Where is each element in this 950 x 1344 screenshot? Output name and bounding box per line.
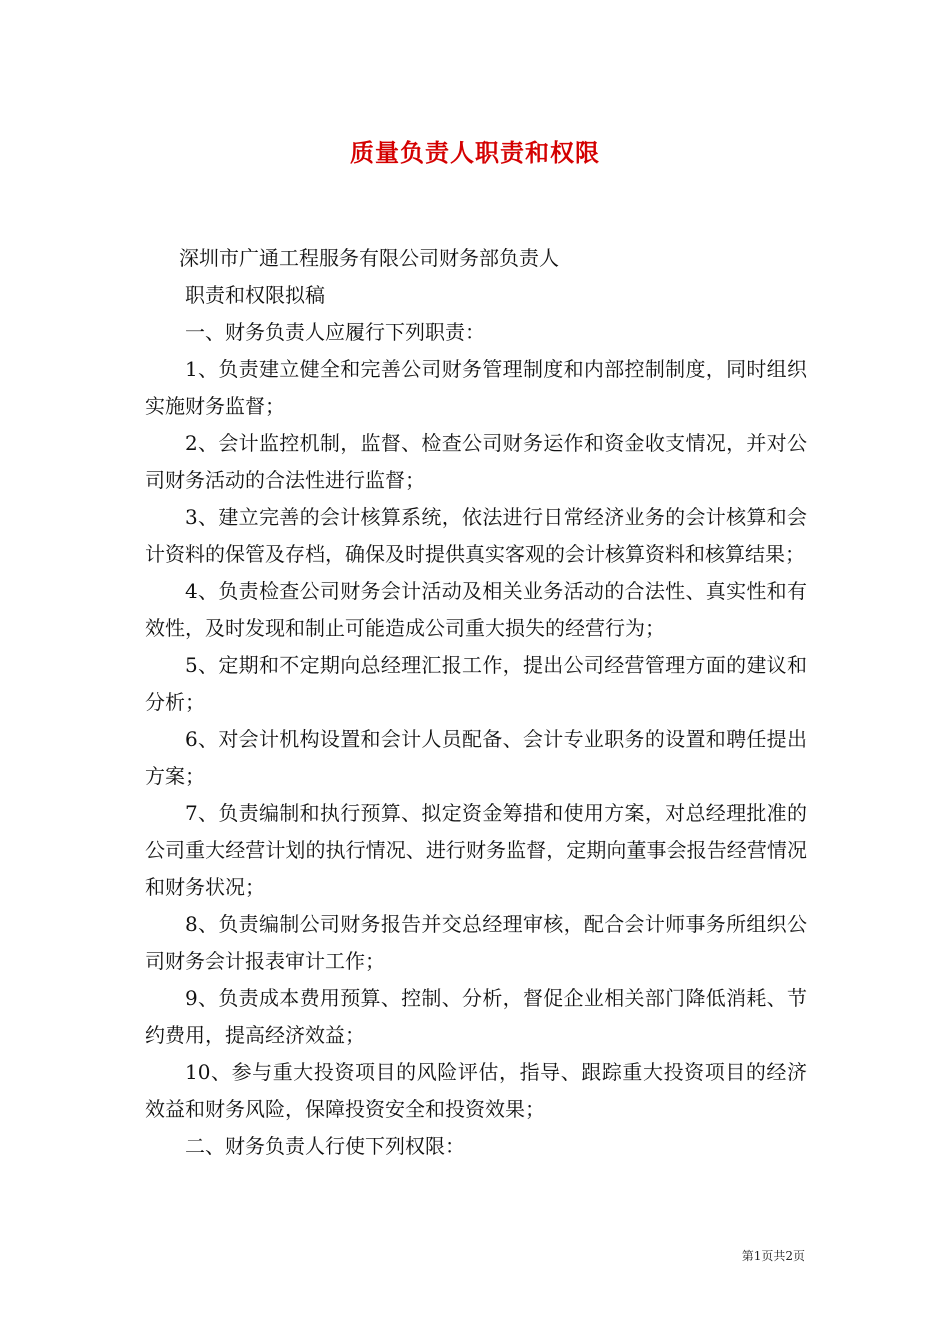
duty-item-7: 7、负责编制和执行预算、拟定资金筹措和使用方案，对总经理批准的公司重大经营计划的执行情况、进行财务监督，定期向董事会报告经营情况和财务状况； [145,801,807,899]
duty-item-8: 8、负责编制公司财务报告并交总经理审核，配合会计师事务所组织公司财务会计报表审计工作； [145,912,807,973]
document-body [145,240,807,1165]
duty-item-3: 3、建立完善的会计核算系统，依法进行日常经济业务的会计核算和会计资料的保管及存档，确保及时提供真实客观的会计核算资料和核算结果； [145,505,807,566]
section-heading-duties: 一、财务负责人应履行下列职责： [185,320,485,344]
paragraph-subtitle: 职责和权限拟稿 [185,283,325,307]
duty-item-10: 10、参与重大投资项目的风险评估，指导、跟踪重大投资项目的经济效益和财务风险，保障投资安全和投资效果； [145,1060,807,1121]
duty-item-1: 1、负责建立健全和完善公司财务管理制度和内部控制制度，同时组织实施财务监督； [145,357,807,418]
document-title: 质量负责人职责和权限 [350,138,600,167]
paragraph-organization: 深圳市广通工程服务有限公司财务部负责人 [179,246,559,270]
page-number: 第1页共2页 [741,1249,805,1263]
duty-item-2: 2、会计监控机制，监督、检查公司财务运作和资金收支情况，并对公司财务活动的合法性进行监督； [145,431,807,492]
duty-item-4: 4、负责检查公司财务会计活动及相关业务活动的合法性、真实性和有效性，及时发现和制止可能造成公司重大损失的经营行为； [145,579,807,640]
duty-item-6: 6、对会计机构设置和会计人员配备、会计专业职务的设置和聘任提出方案； [145,727,807,788]
duty-item-5: 5、定期和不定期向总经理汇报工作，提出公司经营管理方面的建议和分析； [145,653,807,714]
section-heading-authority: 二、财务负责人行使下列权限： [185,1134,465,1158]
duty-item-9: 9、负责成本费用预算、控制、分析，督促企业相关部门降低消耗、节约费用，提高经济效益； [145,986,807,1047]
